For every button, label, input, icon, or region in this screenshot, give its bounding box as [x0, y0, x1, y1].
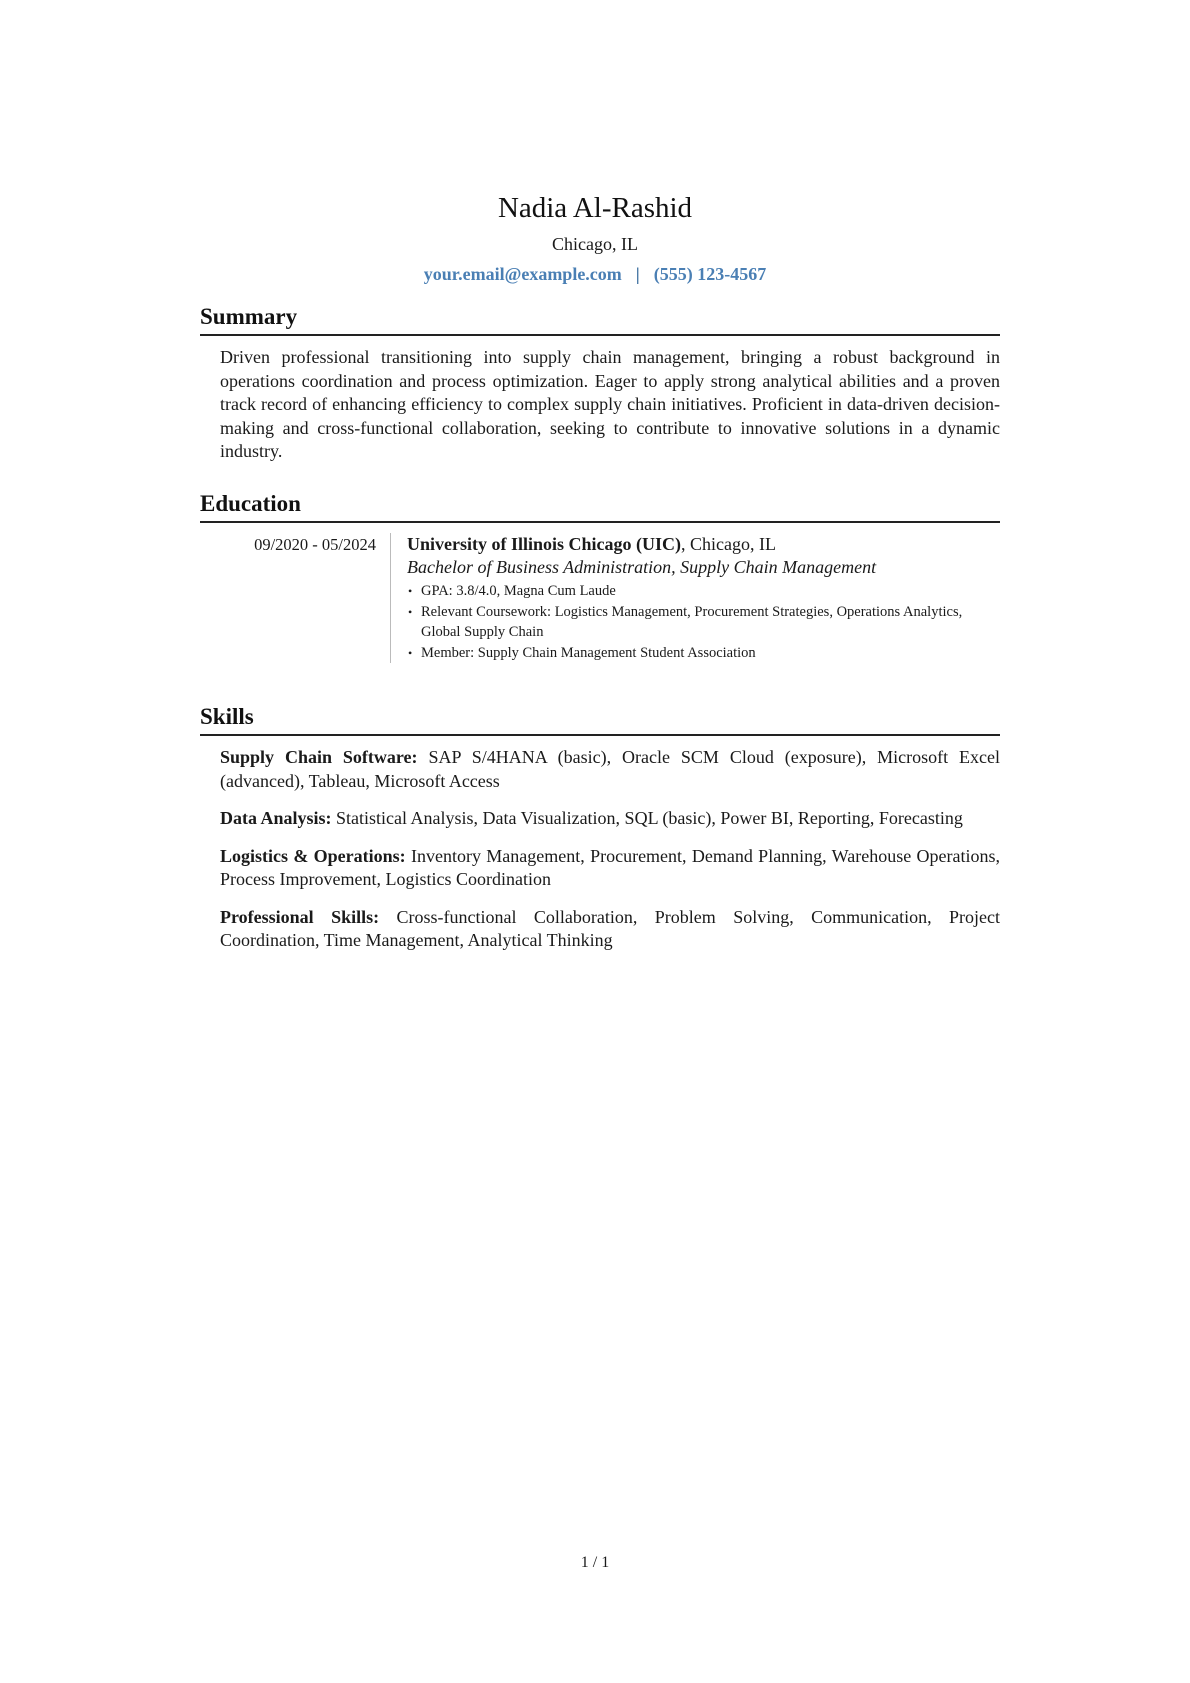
- list-item: • GPA: 3.8/4.0, Magna Cum Laude: [407, 581, 1000, 602]
- skill-text: SAP S/4HANA (basic), Oracle SCM Cloud (exposure), Microsoft Excel (advanced), Tableau, Microsoft Access: [220, 747, 1001, 791]
- education-entry: [200, 523, 1000, 663]
- skills-section: [200, 703, 1000, 967]
- education-section: [200, 490, 1000, 663]
- skill-row: [220, 906, 1000, 953]
- skill-label: Logistics & Operations:: [220, 845, 406, 866]
- education-heading: Education: [200, 490, 1000, 523]
- skill-text: Cross-functional Collaboration, Problem Solving, Communication, Project Coordination, Time Management, Analytical Thinking: [220, 906, 1000, 950]
- skill-text: Inventory Management, Procurement, Demand Planning, Warehouse Operations, Process Improvement, Logistics Coordination: [220, 845, 1001, 889]
- resume-header: [0, 190, 1190, 286]
- email-link[interactable]: your.email@example.com: [423, 264, 622, 284]
- skill-text: Statistical Analysis, Data Visualization, SQL (basic), Power BI, Reporting, Forecasting: [331, 808, 963, 828]
- skill-label: Supply Chain Software:: [220, 747, 418, 767]
- summary-body: [200, 336, 1000, 464]
- education-institution: University of Illinois Chicago (UIC): [407, 534, 681, 554]
- skills-heading: Skills: [200, 703, 1000, 736]
- page-indicator: 1 / 1: [580, 1554, 610, 1571]
- education-dates: 09/2020 - 05/2024: [254, 535, 376, 554]
- candidate-name: Nadia Al-Rashid: [497, 192, 693, 224]
- contact-line: [0, 262, 1190, 286]
- contact-separator: |: [635, 264, 640, 284]
- skill-label: Data Analysis:: [220, 808, 332, 828]
- summary-heading: Summary: [200, 303, 1000, 336]
- skills-body: [200, 736, 1000, 953]
- summary-text: Driven professional transitioning into supply chain management, bringing a robust background in operations coordination and process optimization. Eager to apply strong analytical abilities and a proven track record of enhancing efficiency to complex supply chain initiatives. Proficient in data-driven decision-making and cross-functional collaboration, seeking to contribute to innovative solutions in a dynamic industry.: [220, 347, 1000, 461]
- education-institution-line: [407, 533, 1000, 556]
- candidate-location: Chicago, IL: [552, 234, 638, 254]
- phone-link[interactable]: (555) 123-4567: [653, 264, 767, 284]
- skill-row: [220, 845, 1000, 892]
- education-location: , Chicago, IL: [681, 534, 776, 554]
- skill-row: [220, 807, 1000, 831]
- education-degree: Bachelor of Business Administration, Supply Chain Management: [407, 557, 877, 577]
- summary-section: [200, 303, 1000, 464]
- skill-row: [220, 746, 1000, 793]
- list-item: • Member: Supply Chain Management Student Association: [407, 643, 1000, 664]
- education-bullets: [407, 581, 1000, 663]
- education-details: [390, 533, 1000, 663]
- list-item: • Relevant Coursework: Logistics Management, Procurement Strategies, Operations Analytics, Global Supply Chain: [407, 602, 1000, 643]
- skill-label: Professional Skills:: [220, 906, 380, 927]
